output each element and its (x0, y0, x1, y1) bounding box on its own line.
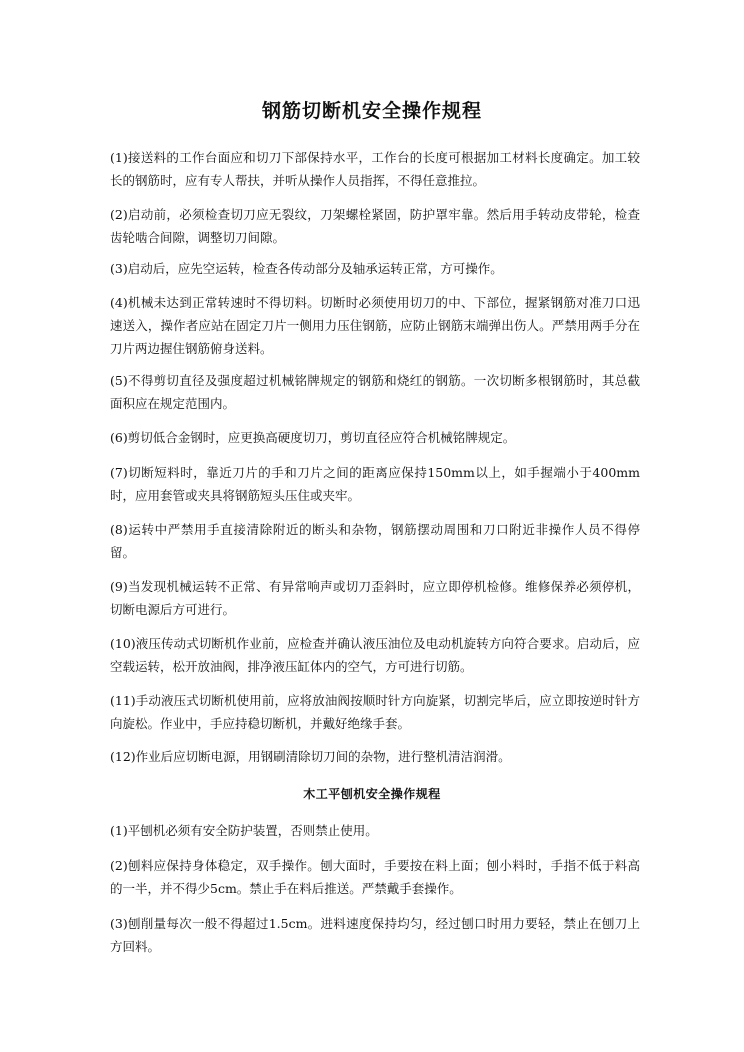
section-paragraph-3: (3)刨削量每次一般不得超过1.5cm。进料速度保持均匀，经过刨口时用力要轻，禁止在刨刀上方回料。 (110, 916, 640, 954)
section-title: 木工平刨机安全操作规程 (303, 787, 441, 801)
paragraph-1: (1)接送料的工作台面应和切刀下部保持水平，工作台的长度可根据加工材料长度确定。加工较长的钢筋时，应有专人帮扶，并听从操作人员指挥，不得任意推拉。 (110, 150, 640, 188)
section-paragraph-2: (2)刨料应保持身体稳定，双手操作。刨大面时，手要按在料上面；刨小料时，手指不低于料高的一半，并不得少5cm。禁止手在料后推送。严禁戴手套操作。 (110, 858, 640, 896)
paragraph-5: (5)不得剪切直径及强度超过机械铭牌规定的钢筋和烧红的钢筋。一次切断多根钢筋时，其总截面积应在规定范围内。 (110, 373, 640, 411)
section-paragraph-1: (1)平刨机必须有安全防护装置，否则禁止使用。 (110, 823, 378, 838)
paragraph-9: (9)当发现机械运转不正常、有异常响声或切刀歪斜时，应立即停机检修。维修保养必须停机，切断电源后方可进行。 (110, 579, 640, 617)
paragraph-10: (10)液压传动式切断机作业前，应检查并确认液压油位及电动机旋转方向符合要求。启动后，应空载运转，松开放油阀，排净液压缸体内的空气，方可进行切筋。 (110, 636, 640, 674)
paragraph-12: (12)作业后应切断电源，用钢刷清除切刀间的杂物，进行整机清洁润滑。 (110, 749, 511, 764)
document-title: 钢筋切断机安全操作规程 (261, 100, 482, 122)
paragraph-7: (7)切断短料时，靠近刀片的手和刀片之间的距离应保持150mm以上，如手握端小于400mm时，应用套管或夹具将钢筋短头压住或夹牢。 (110, 465, 640, 503)
paragraph-11: (11)手动液压式切断机使用前，应将放油阀按顺时针方向旋紧，切割完毕后，应立即按逆时针方向旋松。作业中，手应持稳切断机，并戴好绝缘手套。 (110, 693, 640, 731)
paragraph-2: (2)启动前，必须检查切刀应无裂纹，刀架螺栓紧固，防护罩牢靠。然后用手转动皮带轮，检查齿轮啮合间隙，调整切刀间隙。 (110, 207, 640, 245)
paragraph-8: (8)运转中严禁用手直接清除附近的断头和杂物，钢筋摆动周围和刀口附近非操作人员不得停留。 (110, 522, 640, 560)
paragraph-6: (6)剪切低合金钢时，应更换高硬度切刀，剪切直径应符合机械铭牌规定。 (110, 430, 516, 445)
paragraph-4: (4)机械未达到正常转速时不得切料。切断时必须使用切刀的中、下部位，握紧钢筋对准刀口迅速送入，操作者应站在固定刀片一侧用力压住钢筋，应防止钢筋末端弹出伤人。严禁用两手分在刀片两边握住钢筋俯身送料。 (110, 295, 640, 356)
paragraph-3: (3)启动后，应先空运转，检查各传动部分及轴承运转正常，方可操作。 (110, 261, 503, 276)
